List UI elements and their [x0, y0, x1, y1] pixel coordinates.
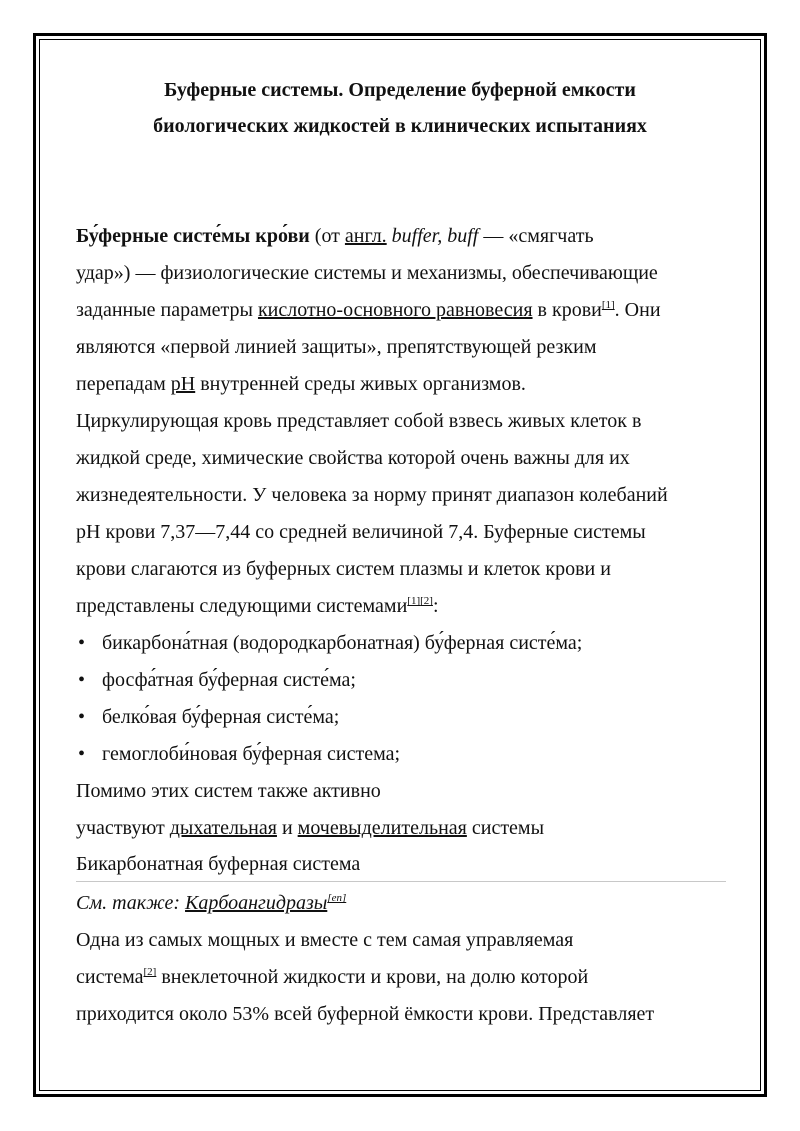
list-item: • фосфа́тная бу́ферная систе́ма;: [76, 662, 726, 699]
title-line-2: биологических жидкостей в клинических испытаниях: [153, 115, 647, 137]
footnote-ref-1[interactable]: [1]: [601, 299, 615, 311]
blood-paragraph: Циркулирующая кровь представляет собой взвесь живых клеток в жидкой среде, химические свойства которой очень важны для их жизнедеятельности. У человека за норму принят диапазон колебаний pH крови 7,37—7,44 со средней величиной 7,4. Буферные системы крови слагаются из буферных систем плазмы и клеток крови и представлены следующими системами[1][2]:: [76, 410, 668, 617]
bullet-icon: •: [78, 669, 86, 691]
buffer-systems-list: [76, 625, 726, 773]
intro-paragraph: Бу́ферные систе́мы кро́ви (от англ. buffer, buff — «смягчать удар») — физиологические системы и механизмы, обеспечивающие заданные параметры кислотно-основного равновесия в крови[1]. Они являются «первой линией защиты», препятствующей резким перепадам pH внутренней среды живых организмов.: [76, 225, 661, 395]
list-item: • гемоглоби́новая бу́ферная система;: [76, 736, 726, 773]
footnote-ref-2[interactable]: [2]: [143, 966, 157, 978]
other-systems-paragraph: Помимо этих систем также активно участвуют дыхательная и мочевыделительная системы: [76, 780, 545, 839]
section-heading: Бикарбонатная буферная система: [76, 847, 726, 882]
intro-term: Бу́ферные систе́мы кро́ви: [76, 225, 310, 247]
footnote-ref-1[interactable]: [1]: [407, 595, 421, 607]
english-ref[interactable]: [en]: [327, 892, 347, 904]
carbonic-anhydrase-link[interactable]: Карбоангидразы: [185, 892, 328, 914]
see-also: См. также: Карбоангидразы[en]: [76, 892, 347, 914]
english-words: buffer, buff: [391, 225, 479, 247]
bullet-icon: •: [78, 632, 86, 654]
document-title: [76, 72, 724, 144]
title-line-1: Буферные системы. Определение буферной емкости: [164, 79, 636, 101]
ph-link[interactable]: pH: [170, 373, 196, 395]
respiratory-link[interactable]: дыхательная: [169, 817, 277, 839]
list-item: • белко́вая бу́ферная систе́ма;: [76, 699, 726, 736]
urinary-link[interactable]: мочевыделительная: [297, 817, 467, 839]
footnote-ref-2[interactable]: [2]: [420, 595, 433, 607]
document-body: [76, 218, 726, 1033]
list-item: • бикарбона́тная (водородкарбонатная) бу́ферная систе́ма;: [76, 625, 726, 662]
intro-text: (от: [309, 225, 345, 247]
bullet-icon: •: [78, 743, 86, 765]
bicarbonate-paragraph: Одна из самых мощных и вместе с тем самая управляемая система[2] внеклеточной жидкости и крови, на долю которой приходится около 53% всей буферной ёмкости крови. Представляет: [76, 929, 655, 1025]
lang-link[interactable]: англ.: [344, 225, 387, 247]
acid-base-balance-link[interactable]: кислотно-основного равновесия: [257, 299, 533, 321]
bullet-icon: •: [78, 706, 86, 728]
